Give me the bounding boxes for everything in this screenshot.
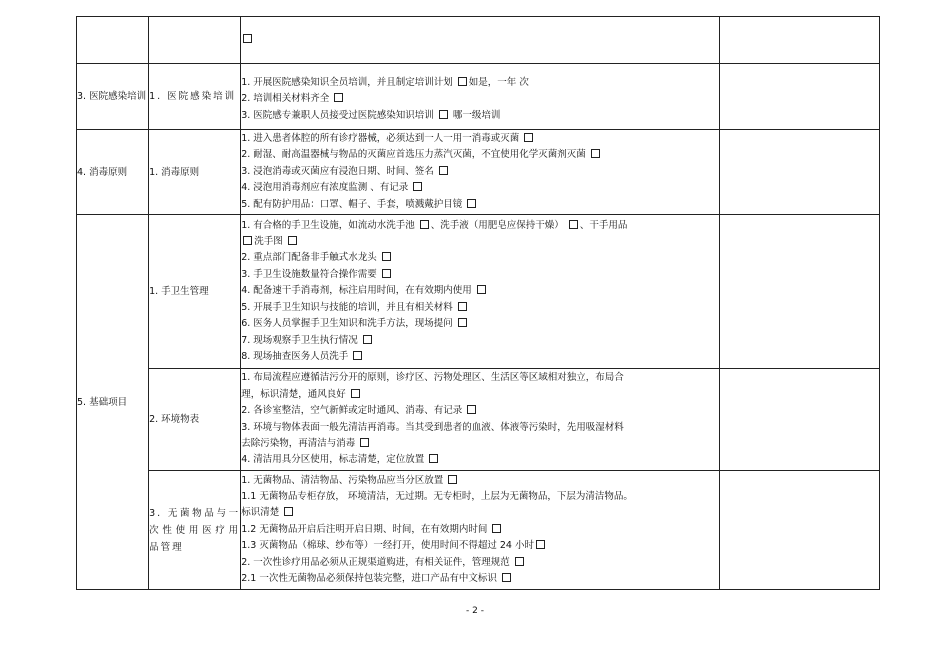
remarks-cell (719, 64, 879, 130)
item-text: 标识清楚 (241, 507, 283, 519)
checkbox[interactable] (360, 438, 369, 447)
checkbox[interactable] (429, 454, 438, 463)
item-text: 2. 各诊室整洁，空气新鲜或定时通风、消毒、有记录 (241, 405, 466, 417)
item-text: 理，标识清楚，通风良好 (241, 388, 349, 400)
checklist-item (241, 267, 719, 283)
subcategory-cell: 2. 环境物表 (149, 369, 241, 471)
checklist-item (241, 452, 719, 468)
table-row (77, 17, 880, 64)
checkbox[interactable] (467, 405, 476, 414)
checkbox[interactable] (492, 524, 501, 533)
checklist-item (241, 283, 719, 299)
items-cell (241, 471, 720, 590)
checklist-item (241, 436, 719, 452)
item-text: 4. 清洁用具分区使用，标志清楚，定位放置 (241, 454, 428, 466)
item-text: 2.1 一次性无菌物品必须保持包装完整，进口产品有中文标识 (241, 573, 500, 585)
table-row (77, 369, 880, 471)
items-cell (241, 215, 720, 369)
checklist-item (241, 473, 719, 489)
category-cell: 3. 医院感染培训 (77, 64, 149, 130)
checklist-item (241, 420, 719, 436)
checklist-item (241, 370, 719, 386)
subcategory-cell: 3. 无菌物品与一次性使用医疗用品管理 (149, 471, 241, 590)
item-text: 哪一级培训 (449, 109, 501, 121)
checkbox[interactable] (382, 269, 391, 278)
checkbox[interactable] (439, 166, 448, 175)
item-text: 1.1 无菌物品专柜存放， 环境清洁，无过期。无专柜时，上层为无菌物品，下层为清洁物品。 (241, 490, 633, 502)
checklist-item (241, 131, 719, 147)
items-cell (241, 17, 720, 64)
checkbox[interactable] (467, 199, 476, 208)
checklist-item (241, 538, 719, 554)
item-text: 如是，一年 次 (468, 76, 529, 88)
checkbox[interactable] (363, 335, 372, 344)
checklist-item (241, 522, 719, 538)
item-text: 2. 一次性诊疗用品必须从正规渠道购进，有相关证件，管理规范 (241, 556, 513, 568)
checklist-item (241, 32, 719, 48)
checklist-item (241, 180, 719, 196)
item-text: 1. 进入患者体腔的所有诊疗器械，必须达到一人一用一消毒或灭菌 (241, 132, 523, 144)
checkbox[interactable] (591, 149, 600, 158)
checklist-item (241, 333, 719, 349)
checkbox[interactable] (524, 133, 533, 142)
item-text: 去除污染物，再清洁与消毒 (241, 437, 359, 449)
item-text: 3. 手卫生设施数量符合操作需要 (241, 268, 380, 280)
item-text: 洗手图 (254, 236, 286, 248)
category-cell (77, 17, 149, 64)
item-text: 5. 开展手卫生知识与技能的培训，并且有相关材料 (241, 301, 456, 313)
category-cell: 5. 基础项目 (77, 215, 149, 590)
checklist-item (241, 218, 719, 234)
checkbox[interactable] (334, 93, 343, 102)
checkbox[interactable] (284, 507, 293, 516)
checklist-item (241, 316, 719, 332)
item-text: 1. 有合格的手卫生设施，如流动水洗手池 (241, 219, 418, 231)
item-text: 1. 布局流程应遵循洁污分开的原则，诊疗区、污物处理区、生活区等区域相对独立，布局合 (241, 372, 624, 384)
subcategory-cell: 1. 手卫生管理 (149, 215, 241, 369)
checklist-item (241, 505, 719, 521)
checkbox[interactable] (502, 573, 511, 582)
item-text: 7. 现场观察手卫生执行情况 (241, 334, 361, 346)
checklist-item (241, 164, 719, 180)
item-text: 3. 环境与物体表面一般先清洁再消毒。当其受到患者的血液、体液等污染时，先用吸湿材料 (241, 421, 624, 433)
item-text: 1. 无菌物品、清洁物品、污染物品应当分区放置 (241, 474, 447, 486)
subcategory-cell: 1. 消毒原则 (149, 130, 241, 215)
checkbox[interactable] (477, 285, 486, 294)
remarks-cell (719, 17, 879, 64)
checkbox[interactable] (458, 318, 467, 327)
item-text: 1. 开展医院感染知识全员培训，并且制定培训计划 (241, 76, 456, 88)
checkbox[interactable] (353, 351, 362, 360)
table-row (77, 215, 880, 369)
category-cell: 4. 消毒原则 (77, 130, 149, 215)
checklist-item (241, 571, 719, 587)
checkbox[interactable] (382, 252, 391, 261)
checkbox[interactable] (536, 540, 545, 549)
checklist-item (241, 387, 719, 403)
items-cell (241, 130, 720, 215)
checklist-item (241, 147, 719, 163)
checkbox[interactable] (288, 236, 297, 245)
checklist-item (241, 250, 719, 266)
item-text: 4. 浸泡用消毒剂应有浓度监测 、有记录 (241, 182, 412, 194)
checkbox[interactable] (515, 557, 524, 566)
item-text: 6. 医务人员掌握手卫生知识和洗手方法，现场提问 (241, 318, 456, 330)
item-text: 3. 浸泡消毒或灭菌应有浸泡日期、时间、签名 (241, 165, 437, 177)
page-number: - 2 - (466, 606, 484, 616)
checklist-item (241, 91, 719, 107)
inspection-table (76, 16, 880, 590)
item-text: 3. 医院感专兼职人员接受过医院感染知识培训 (241, 109, 437, 121)
checklist-item (241, 349, 719, 365)
table-row (77, 64, 880, 130)
checklist-item (241, 555, 719, 571)
checkbox[interactable] (413, 182, 422, 191)
item-text: 、干手用品 (579, 219, 628, 231)
checkbox[interactable] (351, 389, 360, 398)
checklist-item (241, 489, 719, 505)
checkbox[interactable] (243, 236, 252, 245)
item-text: 2. 培训相关材料齐全 (241, 93, 333, 105)
checkbox[interactable] (458, 77, 467, 86)
item-text: 8. 现场抽查医务人员洗手 (241, 350, 352, 362)
item-text: 2. 耐湿、耐高温器械与物品的灭菌应首选压力蒸汽灭菌，不宜使用化学灭菌剂灭菌 (241, 149, 589, 161)
item-text: 、洗手液（用肥皂应保持干燥） (430, 219, 567, 231)
item-text: 4. 配备速干手消毒剂，标注启用时间，在有效期内使用 (241, 285, 475, 297)
subcategory-cell (149, 17, 241, 64)
checklist-item (241, 234, 719, 250)
item-text: 1.3 灭菌物品（棉球、纱布等）一经打开，使用时间不得超过 24 小时 (241, 540, 534, 552)
remarks-cell (719, 215, 879, 369)
checklist-item (241, 403, 719, 419)
table-row (77, 130, 880, 215)
checkbox[interactable] (448, 475, 457, 484)
checklist-item (241, 108, 719, 124)
checkbox[interactable] (458, 302, 467, 311)
items-cell (241, 64, 720, 130)
checkbox[interactable] (420, 220, 429, 229)
checklist-item (241, 197, 719, 213)
subcategory-cell: 1. 医院感染培训 (149, 64, 241, 130)
checkbox[interactable] (569, 220, 578, 229)
item-text: 2. 重点部门配备非手触式水龙头 (241, 252, 380, 264)
items-cell (241, 369, 720, 471)
remarks-cell (719, 369, 879, 471)
remarks-cell (719, 471, 879, 590)
item-text: 1.2 无菌物品开启后注明开启日期、时间，在有效期内时间 (241, 523, 491, 535)
item-text: 5. 配有防护用品：口罩、帽子、手套，喷溅戴护目镜 (241, 198, 466, 210)
table-row (77, 471, 880, 590)
checkbox[interactable] (243, 34, 252, 43)
checklist-item (241, 75, 719, 91)
checklist-item (241, 300, 719, 316)
remarks-cell (719, 130, 879, 215)
checkbox[interactable] (439, 110, 448, 119)
